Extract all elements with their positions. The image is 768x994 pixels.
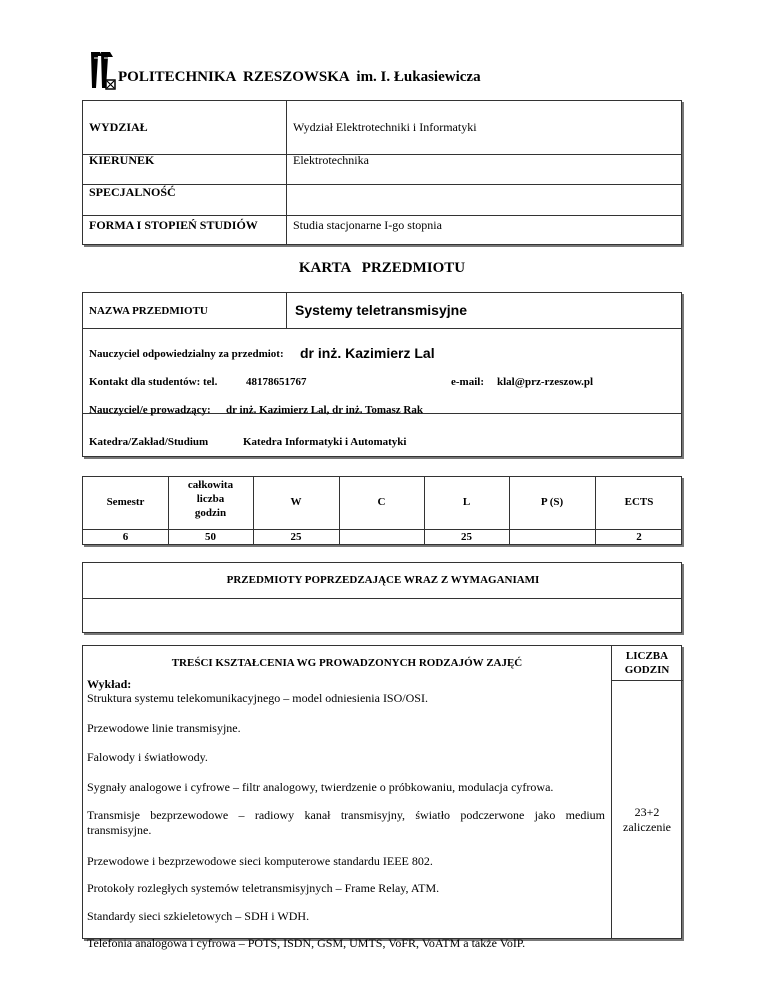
subject-label: NAZWA PRZEDMIOTU — [89, 305, 208, 317]
content-item: Protokoły rozległych systemów teletransmisyjnych – Frame Relay, ATM. — [87, 881, 440, 895]
teacher-label: Nauczyciel odpowiedzialny za przedmiot: — [89, 348, 284, 360]
field-label: KIERUNEK — [89, 153, 155, 167]
phone-value: 48178651767 — [246, 376, 307, 388]
lecture-section-label: Wykład: — [87, 677, 132, 691]
university-name: POLITECHNIKA RZESZOWSKA im. I. Łukasiewicza — [118, 69, 481, 85]
email-label: e-mail: — [451, 376, 484, 388]
hours-header-line1: LICZBA — [625, 650, 669, 662]
header-ects: ECTS — [624, 496, 654, 508]
hours-table — [82, 476, 682, 545]
header-total-hours-line2: liczba — [196, 493, 225, 505]
lecturers-label: Nauczyciel/e prowadzący: — [89, 404, 211, 416]
department-value: Katedra Informatyki i Automatyki — [243, 436, 407, 448]
header-c: C — [377, 496, 386, 508]
header-l: L — [462, 496, 471, 508]
content-item: Falowody i światłowody. — [87, 750, 208, 764]
lecture-hours-value: 23+2 — [634, 805, 660, 819]
value-w: 25 — [290, 531, 302, 543]
page-title: KARTA PRZEDMIOTU — [298, 260, 466, 276]
info-table — [82, 100, 682, 245]
prerequisites-table — [82, 562, 682, 633]
content-title: TREŚCI KSZTAŁCENIA WG PROWADZONYCH RODZAJÓW ZAJĘĆ — [171, 657, 523, 669]
university-logo — [88, 50, 116, 90]
lecture-hours-note: zaliczenie — [623, 820, 671, 834]
hours-header — [611, 649, 683, 677]
content-item: Transmisje bezprzewodowe – radiowy kanał transmisyjny, światło podczerwone jako medium transmisyjne. — [87, 808, 605, 837]
header-p: P (S) — [540, 496, 564, 508]
department-label: Katedra/Zakład/Studium — [89, 436, 209, 448]
value-total-hours: 50 — [205, 531, 216, 543]
content-item: Przewodowe linie transmisyjne. — [87, 721, 241, 735]
content-item: Struktura systemu telekomunikacyjnego – model odniesienia ISO/OSI. — [87, 691, 428, 705]
content-item: Telefonia analogowa i cyfrowa – POTS, ISDN, GSM, UMTS, VoFR, VoATM a także VoIP. — [87, 936, 526, 950]
content-item: Sygnały analogowe i cyfrowe – filtr analogowy, twierdzenie o próbkowaniu, modulacja cyfrowa. — [87, 780, 554, 794]
field-value: Elektrotechnika — [293, 153, 369, 167]
content-item: Standardy sieci szkieletowych – SDH i WDH. — [87, 909, 310, 923]
lecturers-value: dr inż. Kazimierz Lal, dr inż. Tomasz Rak — [226, 404, 423, 416]
content-table — [82, 645, 682, 950]
teacher-name: dr inż. Kazimierz Lal — [300, 345, 435, 361]
email-value[interactable]: klal@prz-rzeszow.pl — [497, 376, 594, 388]
value-semester: 6 — [122, 531, 129, 543]
prerequisites-title: PRZEDMIOTY POPRZEDZAJĄCE WRAZ Z WYMAGANIAMI — [226, 574, 540, 586]
value-ects: 2 — [636, 531, 642, 543]
study-form-label: FORMA I STOPIEŃ STUDIÓW — [89, 218, 258, 232]
content-item: Przewodowe i bezprzewodowe sieci komputerowe standardu IEEE 802. — [87, 854, 433, 868]
subject-table — [82, 292, 682, 457]
faculty-label: WYDZIAŁ — [89, 120, 148, 134]
study-form-value: Studia stacjonarne I-go stopnia — [293, 218, 442, 232]
hours-header-line2: GODZIN — [624, 664, 670, 676]
header-total-hours-line1: całkowita — [187, 479, 234, 491]
header-semester: Semestr — [106, 496, 145, 508]
specialty-label: SPECJALNOŚĆ — [89, 185, 176, 199]
header-w: W — [290, 496, 302, 508]
contact-label: Kontakt dla studentów: tel. — [89, 376, 218, 388]
value-l: 25 — [461, 531, 472, 543]
header-total-hours-line3: godzin — [194, 507, 227, 519]
header-total-hours — [168, 478, 253, 520]
subject-value: Systemy teletransmisyjne — [295, 302, 467, 318]
faculty-value: Wydział Elektrotechniki i Informatyki — [293, 120, 477, 134]
